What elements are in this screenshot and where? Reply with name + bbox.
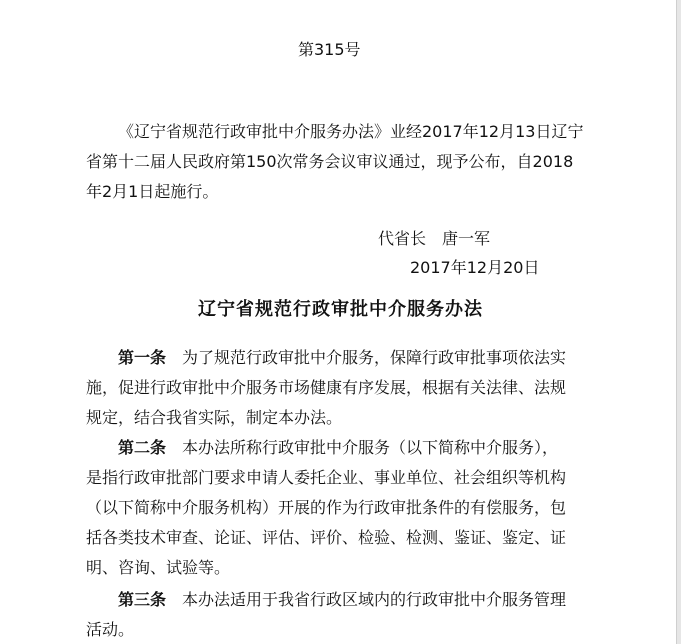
article-2-line-4: 括各类技术审查、论证、评估、评价、检验、检测、鉴证、鉴定、证	[86, 528, 567, 547]
article-3-line-2: 活动。	[86, 620, 135, 639]
page-edge	[676, 0, 681, 644]
announcement-line-3: 年2月1日起施行。	[86, 182, 219, 201]
article-1-line-3: 规定，结合我省实际，制定本办法。	[86, 408, 343, 427]
article-1-text-1: 为了规范行政审批中介服务，保障行政审批事项依法实	[166, 348, 567, 367]
signatory: 代省长 唐一军	[378, 229, 491, 248]
article-2-line-1	[118, 438, 558, 458]
regulation-title: 辽宁省规范行政审批中介服务办法	[198, 299, 483, 320]
article-2-line-5: 明、咨询、试验等。	[86, 558, 231, 577]
article-3-line-1	[118, 590, 566, 610]
article-1-line-2: 施，促进行政审批中介服务市场健康有序发展，根据有关法律、法规	[86, 378, 567, 397]
article-3-label: 第三条	[118, 590, 167, 609]
document-number: 第315号	[298, 40, 361, 59]
article-2-line-3: （以下简称中介服务机构）开展的作为行政审批条件的有偿服务，包	[86, 498, 567, 517]
signature-date: 2017年12月20日	[410, 258, 540, 277]
announcement-line-2: 省第十二届人民政府第150次常务会议审议通过，现予公布，自2018	[86, 152, 574, 171]
article-2-text-1: 本办法所称行政审批中介服务（以下简称中介服务），	[166, 438, 559, 457]
article-2-label: 第二条	[118, 438, 167, 457]
announcement-line-1: 《辽宁省规范行政审批中介服务办法》业经2017年12月13日辽宁	[118, 122, 584, 141]
article-1-line-1	[118, 348, 566, 368]
article-3-text-1: 本办法适用于我省行政区域内的行政审批中介服务管理	[166, 590, 567, 609]
article-1-label: 第一条	[118, 348, 167, 367]
article-2-line-2: 是指行政审批部门要求申请人委托企业、事业单位、社会组织等机构	[86, 468, 567, 487]
